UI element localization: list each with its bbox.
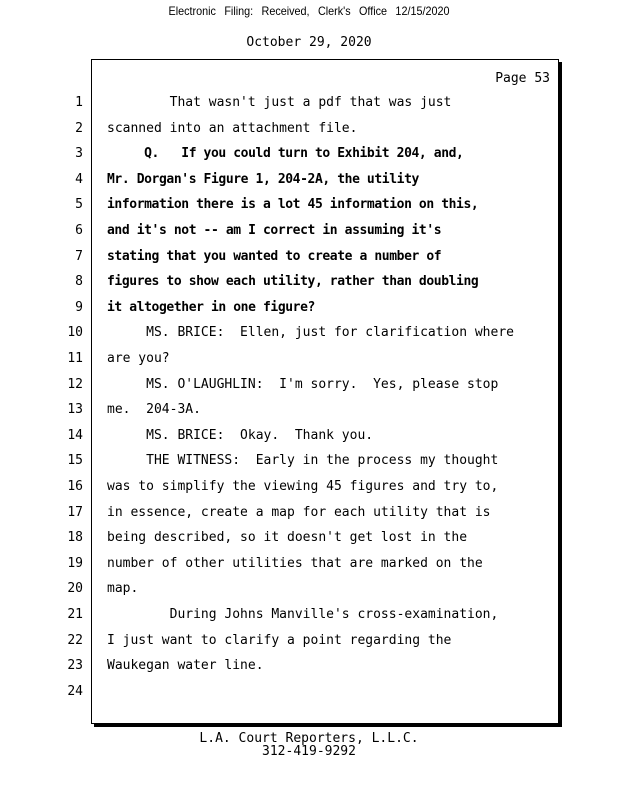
- transcript-line: figures to show each utility, rather than doubling: [107, 274, 479, 290]
- transcript-line: Mr. Dorgan's Figure 1, 204-2A, the utility: [107, 171, 419, 187]
- line-number: 2: [75, 120, 83, 136]
- transcript-line: map.: [107, 581, 139, 597]
- line-number: 18: [67, 530, 83, 546]
- transcript-line: scanned into an attachment file.: [107, 120, 358, 136]
- line-number: 23: [67, 658, 83, 674]
- line-number: 5: [75, 197, 83, 213]
- transcript-line: Q. If you could turn to Exhibit 204, and,: [107, 146, 464, 162]
- electronic-filing-stamp: Electronic Filing: Received, Clerk's Office 12/15/2020: [168, 4, 450, 18]
- transcript-line: was to simplify the viewing 45 figures and try to,: [107, 479, 499, 494]
- line-number: 13: [67, 402, 83, 418]
- line-number: 14: [67, 427, 83, 443]
- reporter-phone: 312-419-9292: [262, 744, 356, 759]
- transcript-line: I just want to clarify a point regarding the: [107, 632, 452, 648]
- transcript-date: October 29, 2020: [246, 35, 372, 50]
- transcript-line: information there is a lot 45 information on this,: [107, 197, 479, 213]
- line-number: 9: [75, 299, 83, 315]
- line-number: 1: [75, 95, 83, 110]
- line-number: 19: [67, 555, 83, 571]
- page-number: Page 53: [495, 71, 550, 86]
- line-number: 24: [67, 683, 83, 699]
- transcript-line: being described, so it doesn't get lost in the: [107, 530, 468, 546]
- line-number: 11: [67, 351, 83, 366]
- reporter-company: L.A. Court Reporters, L.L.C.: [199, 731, 419, 746]
- transcript-line: MS. BRICE: Ellen, just for clarification where: [107, 325, 514, 341]
- footer: [0, 732, 618, 758]
- transcript-line: Waukegan water line.: [107, 658, 264, 674]
- line-number: 20: [67, 581, 83, 597]
- transcript-line: That wasn't just a pdf that was just: [107, 95, 452, 110]
- line-number: 8: [75, 274, 83, 290]
- line-number: 3: [75, 146, 83, 162]
- transcript-line: MS. O'LAUGHLIN: I'm sorry. Yes, please stop: [107, 376, 499, 392]
- line-number: 22: [67, 632, 83, 648]
- transcript-line: During Johns Manville's cross-examination,: [107, 607, 499, 622]
- transcript-line: THE WITNESS: Early in the process my thought: [107, 453, 499, 469]
- transcript-line: stating that you wanted to create a number of: [107, 248, 442, 264]
- line-number: 15: [67, 453, 83, 469]
- line-number: 7: [75, 248, 83, 264]
- line-number: 10: [67, 325, 83, 341]
- line-number: 16: [67, 479, 83, 494]
- line-number: 12: [67, 376, 83, 392]
- line-number: 17: [67, 504, 83, 520]
- transcript-line: and it's not -- am I correct in assuming it's: [107, 223, 442, 238]
- line-number: 6: [75, 223, 83, 238]
- transcript-line: it altogether in one figure?: [107, 299, 315, 315]
- transcript-line: me. 204-3A.: [107, 402, 201, 418]
- transcript-line: in essence, create a map for each utility that is: [107, 504, 491, 520]
- line-number: 4: [75, 171, 83, 187]
- transcript-line: are you?: [107, 351, 170, 366]
- transcript-line: MS. BRICE: Okay. Thank you.: [107, 427, 374, 443]
- line-number: 21: [67, 607, 83, 622]
- transcript-line: number of other utilities that are marked on the: [107, 555, 483, 571]
